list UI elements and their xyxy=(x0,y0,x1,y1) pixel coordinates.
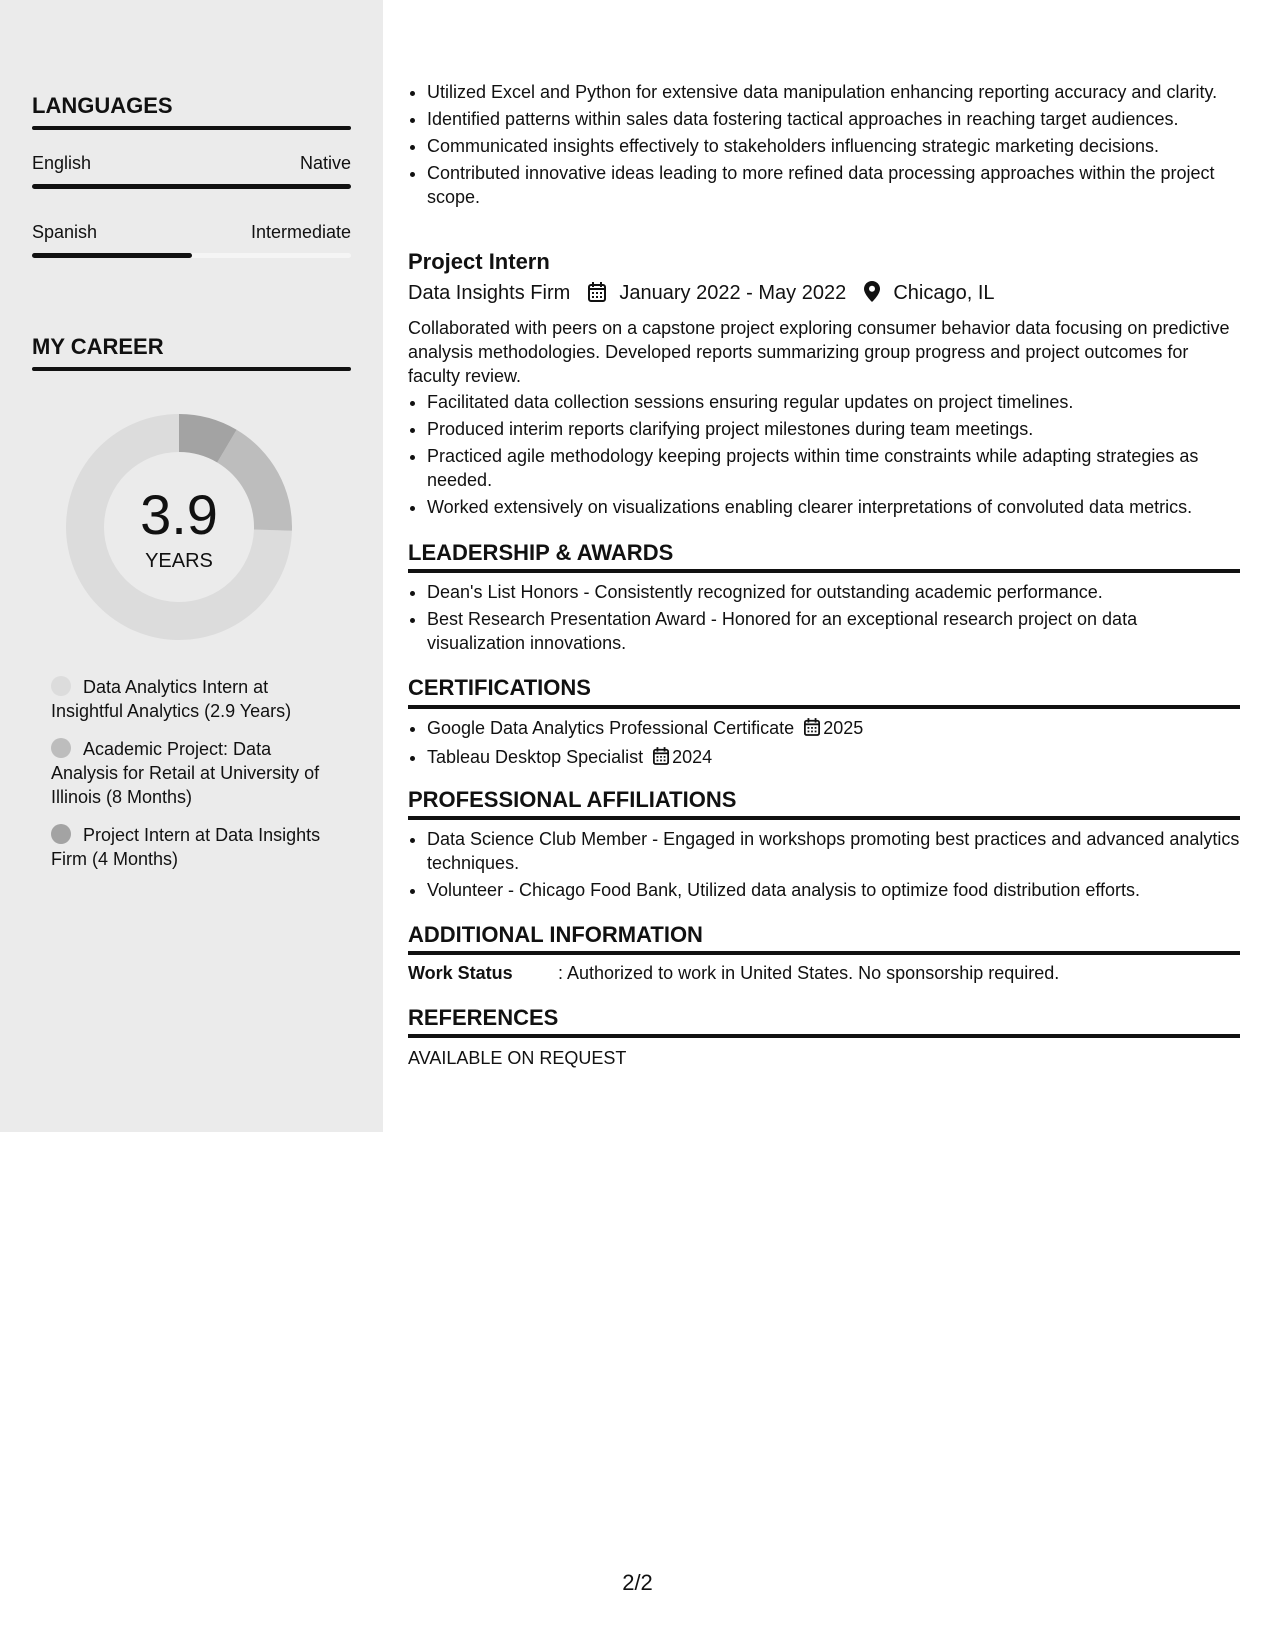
certifications-list xyxy=(408,716,1240,774)
calendar-icon xyxy=(804,718,820,742)
language-row-english xyxy=(32,153,351,174)
language-level: Intermediate xyxy=(250,222,351,242)
career-total-unit: YEARS xyxy=(145,550,213,572)
language-name: English xyxy=(32,153,92,173)
legend-label: Project Intern at Data Insights Firm (4 Months) xyxy=(51,825,321,869)
job-location: Chicago, IL xyxy=(893,282,995,304)
section-rule xyxy=(408,951,1240,955)
work-status-row xyxy=(408,963,1240,984)
list-item: • Utilized Excel and Python for extensive data manipulation enhancing reporting accuracy and clarity. xyxy=(427,80,1240,104)
affiliations-heading: PROFESSIONAL AFFILIATIONS xyxy=(408,787,737,812)
language-level: Native xyxy=(299,153,351,173)
legend-swatch xyxy=(51,738,71,758)
legend-item xyxy=(51,737,321,809)
language-name: Spanish xyxy=(32,222,98,242)
cert-year: 2025 xyxy=(823,718,864,738)
career-heading: MY CAREER xyxy=(32,334,164,359)
map-pin-icon xyxy=(864,281,880,308)
certifications-heading: CERTIFICATIONS xyxy=(408,675,591,700)
page-number: 2/2 xyxy=(622,1570,653,1595)
list-item: • Communicated insights effectively to stakeholders influencing strategic marketing decisions. xyxy=(427,134,1240,158)
cert-name: Google Data Analytics Professional Certificate xyxy=(427,718,795,738)
languages-rule xyxy=(32,126,351,130)
language-bar-fill xyxy=(32,253,192,258)
legend-swatch xyxy=(51,824,71,844)
list-item: • Produced interim reports clarifying project milestones during team meetings. xyxy=(427,417,1240,441)
job-dates: January 2022 - May 2022 xyxy=(619,282,847,304)
legend-swatch xyxy=(51,676,71,696)
legend-label: Academic Project: Data Analysis for Retail at University of Illinois (8 Months) xyxy=(51,739,320,807)
job-summary: Collaborated with peers on a capstone project exploring consumer behavior data focusing on predictive analysis methodologies. Developed reports summarizing group progress and project outcomes for faculty review. xyxy=(408,318,1230,386)
legend-label: Data Analytics Intern at Insightful Analytics (2.9 Years) xyxy=(51,677,292,721)
section-rule xyxy=(408,816,1240,820)
references-text: AVAILABLE ON REQUEST xyxy=(408,1048,627,1068)
list-item: • Best Research Presentation Award - Honored for an exceptional research project on data visualization innovations. xyxy=(427,607,1240,655)
list-item: • Worked extensively on visualizations enabling clearer interpretations of convoluted data metrics. xyxy=(427,495,1240,519)
section-rule xyxy=(408,705,1240,709)
list-item: • Data Science Club Member - Engaged in workshops promoting best practices and advanced analytics techniques. xyxy=(427,827,1240,875)
cert-year: 2024 xyxy=(672,747,713,767)
calendar-icon xyxy=(588,282,606,308)
career-rule xyxy=(32,367,351,371)
list-item xyxy=(427,745,1240,771)
job-meta xyxy=(408,281,1240,308)
language-bar-english xyxy=(32,184,351,189)
work-status-value: : Authorized to work in United States. No sponsorship required. xyxy=(558,963,1060,983)
legend-item xyxy=(51,823,321,871)
additional-info-heading: ADDITIONAL INFORMATION xyxy=(408,922,703,947)
list-item: • Dean's List Honors - Consistently recognized for outstanding academic performance. xyxy=(427,580,1240,604)
calendar-icon xyxy=(653,747,669,771)
section-rule xyxy=(408,1034,1240,1038)
legend-item xyxy=(51,675,321,723)
list-item: • Facilitated data collection sessions ensuring regular updates on project timelines. xyxy=(427,390,1240,414)
list-item xyxy=(427,716,1240,742)
career-donut-chart xyxy=(66,414,292,640)
sidebar xyxy=(0,0,383,1132)
languages-heading: LANGUAGES xyxy=(32,93,173,118)
list-item: • Volunteer - Chicago Food Bank, Utilized data analysis to optimize food distribution efforts. xyxy=(427,878,1240,902)
section-rule xyxy=(408,569,1240,573)
work-status-label: Work Status xyxy=(408,963,513,983)
affiliations-list xyxy=(408,827,1240,905)
job-title: Project Intern xyxy=(408,249,550,274)
list-item: • Contributed innovative ideas leading to more refined data processing approaches within the project scope. xyxy=(427,161,1240,209)
previous-job-bullets xyxy=(408,80,1240,212)
list-item: • Identified patterns within sales data fostering tactical approaches in reaching target audiences. xyxy=(427,107,1240,131)
cert-name: Tableau Desktop Specialist xyxy=(427,747,644,767)
references-heading: REFERENCES xyxy=(408,1005,559,1030)
language-bar-spanish xyxy=(32,253,351,258)
leadership-list xyxy=(408,580,1240,658)
language-bar-fill xyxy=(32,184,351,189)
language-row-spanish xyxy=(32,222,351,243)
job-company: Data Insights Firm xyxy=(408,282,571,304)
list-item: • Practiced agile methodology keeping projects within time constraints while adapting strategies as needed. xyxy=(427,444,1240,492)
job-bullets xyxy=(408,390,1240,522)
leadership-heading: LEADERSHIP & AWARDS xyxy=(408,540,674,565)
career-total-value: 3.9 xyxy=(140,483,218,546)
